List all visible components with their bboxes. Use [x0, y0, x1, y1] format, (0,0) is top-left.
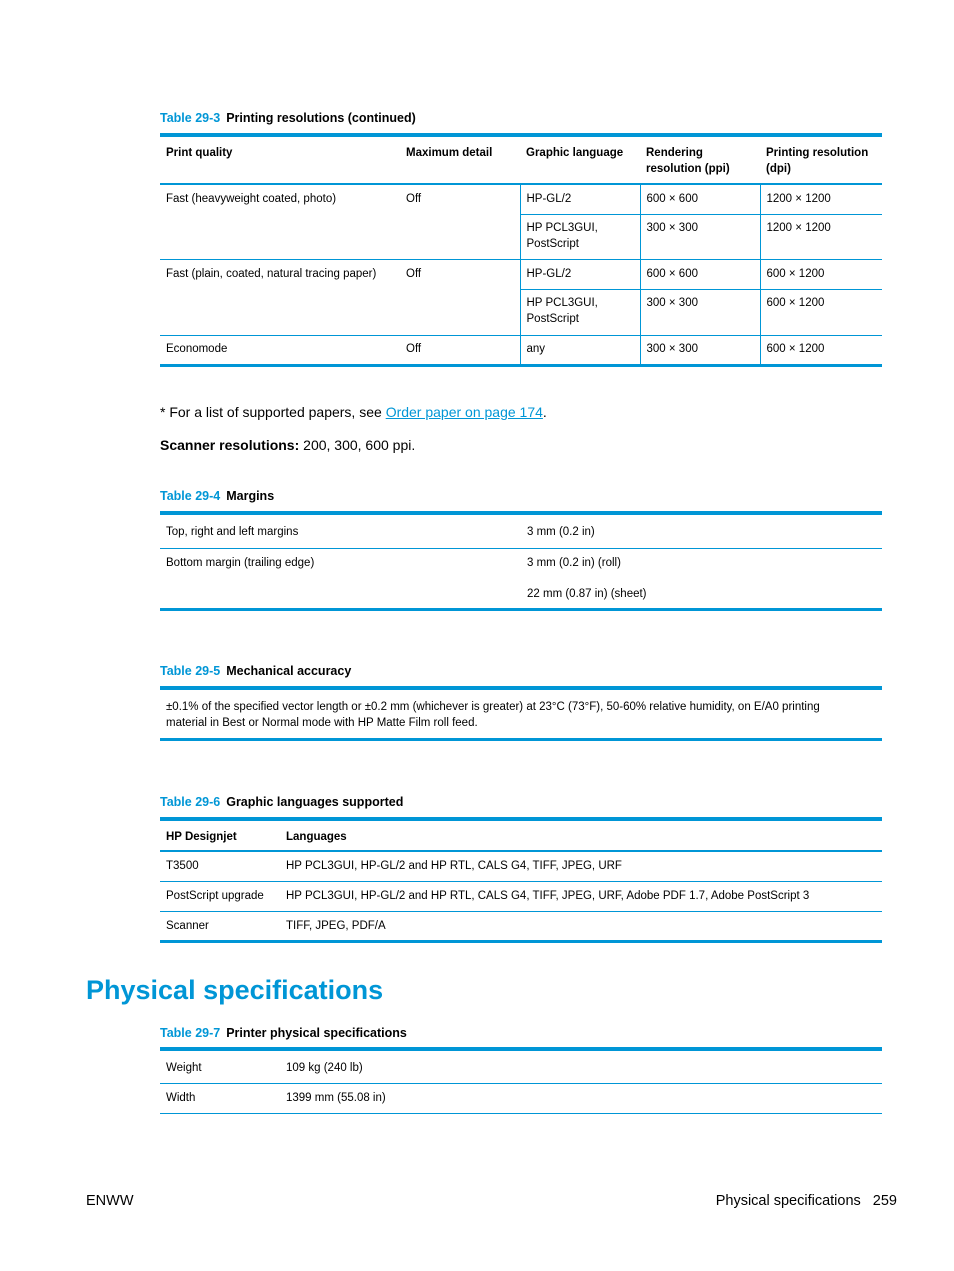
accuracy-text: ±0.1% of the specified vector length or ±0.2 mm (whichever is greater) at 23°C (73°F), 50-60% relative humidity, on E/A0 printing material in Best or Normal mode with HP Matte Film roll feed.: [166, 701, 820, 729]
print-quality-cell: Economode: [166, 342, 228, 355]
note-text: * For a list of supported papers, see: [160, 404, 386, 420]
section-heading: Physical specifications: [86, 975, 384, 1005]
supported-papers-note: [160, 404, 547, 420]
mechanical-accuracy-table: [160, 686, 882, 741]
col-header: Print quality: [166, 147, 233, 159]
languages-cell: HP PCL3GUI, HP-GL/2 and HP RTL, CALS G4, TIFF, JPEG, URF: [280, 851, 882, 881]
print-quality-cell: Fast (plain, coated, natural tracing paper): [160, 259, 400, 335]
footer-right: [716, 1193, 897, 1209]
table-caption-29-5: [160, 664, 351, 678]
table-row: [160, 911, 882, 941]
table-number: Table 29-3: [160, 111, 221, 125]
scanner-value: 200, 300, 600 ppi.: [299, 437, 416, 453]
max-detail-cell: Off: [400, 259, 520, 335]
physical-specs-table: [160, 1047, 882, 1114]
footer-section: Physical specifications: [715, 1193, 861, 1209]
rendering-resolution-cell: 300 × 300: [640, 214, 760, 259]
table-row: [160, 513, 882, 548]
graphic-language-cell: any: [520, 335, 640, 365]
rendering-resolution-cell: 600 × 600: [640, 184, 760, 214]
printing-resolution-cell: 1200 × 1200: [760, 184, 882, 214]
margin-name-cell: Top, right and left margins: [160, 513, 521, 548]
table-header-row: [160, 819, 882, 851]
table-number: Table 29-5: [160, 664, 221, 678]
margins-table: [160, 511, 882, 611]
table-row: [160, 851, 882, 881]
table-title: Graphic languages supported: [226, 795, 404, 809]
graphic-language-cell: HP PCL3GUI, PostScript: [520, 289, 640, 335]
margin-value-cell: 3 mm (0.2 in): [521, 513, 882, 548]
col-header: Languages: [286, 831, 347, 843]
col-header: Graphic language: [526, 147, 624, 159]
table-caption-29-4: [160, 489, 274, 503]
table-row: [160, 688, 882, 739]
printing-resolution-cell: 600 × 1200: [760, 335, 882, 365]
col-header: Printing resolution (dpi): [766, 147, 869, 175]
languages-cell: TIFF, JPEG, PDF/A: [286, 919, 386, 932]
printing-resolution-cell: 600 × 1200: [760, 259, 882, 289]
footer-left: ENWW: [86, 1193, 134, 1209]
graphic-language-cell: HP-GL/2: [520, 259, 640, 289]
print-quality-cell: Fast (heavyweight coated, photo): [160, 184, 400, 259]
table-row: [160, 184, 882, 214]
table-title: Printer physical specifications: [226, 1026, 407, 1040]
graphic-language-cell: HP-GL/2: [520, 184, 640, 214]
designjet-cell: PostScript upgrade: [160, 881, 280, 911]
table-number: Table 29-4: [160, 489, 221, 503]
scanner-resolutions: [160, 437, 415, 453]
note-suffix: .: [542, 404, 547, 420]
spec-name-cell: Weight: [160, 1049, 280, 1083]
table-row: [160, 1049, 882, 1083]
table-row: [160, 1083, 882, 1113]
max-detail-cell: Off: [406, 342, 422, 355]
rendering-resolution-cell: 300 × 300: [640, 289, 760, 335]
rendering-resolution-cell: 300 × 300: [640, 335, 760, 365]
margin-name-cell: Bottom margin (trailing edge): [166, 556, 315, 569]
printing-resolution-cell: 600 × 1200: [760, 289, 882, 335]
page-number: 259: [872, 1193, 897, 1209]
margin-value-cell: [521, 548, 882, 609]
table-title: Mechanical accuracy: [226, 664, 352, 678]
col-header: Maximum detail: [406, 147, 493, 159]
table-row: [160, 881, 882, 911]
graphic-language-cell: HP PCL3GUI, PostScript: [520, 214, 640, 259]
table-title: Printing resolutions (continued): [226, 111, 416, 125]
table-row: [160, 259, 882, 289]
printing-resolution-cell: 1200 × 1200: [760, 214, 882, 259]
table-row: [160, 548, 882, 609]
scanner-label: Scanner resolutions:: [160, 437, 300, 453]
col-header: HP Designjet: [166, 831, 237, 843]
rendering-resolution-cell: 600 × 600: [640, 259, 760, 289]
table-number: Table 29-6: [160, 795, 221, 809]
languages-cell: HP PCL3GUI, HP-GL/2 and HP RTL, CALS G4, TIFF, JPEG, URF, Adobe PDF 1.7, Adobe PostScript 3: [280, 881, 882, 911]
table-caption-29-3: [160, 111, 416, 125]
order-paper-link[interactable]: Order paper on page 174: [385, 404, 543, 420]
spec-value-cell: 1399 mm (55.08 in): [280, 1083, 882, 1113]
table-caption-29-7: [160, 1026, 407, 1040]
table-number: Table 29-7: [160, 1026, 221, 1040]
margin-value-roll: 3 mm (0.2 in) (roll): [527, 556, 621, 569]
printing-resolutions-table: [160, 133, 882, 367]
table-title: Margins: [226, 489, 275, 503]
table-header-row: [160, 135, 882, 184]
spec-value-cell: 109 kg (240 lb): [280, 1049, 882, 1083]
col-header: Rendering resolution (ppi): [646, 147, 730, 175]
designjet-cell: T3500: [160, 851, 280, 881]
spec-name-cell: Width: [160, 1083, 280, 1113]
table-row: [160, 335, 882, 365]
table-caption-29-6: [160, 795, 403, 809]
margin-value-sheet: 22 mm (0.87 in) (sheet): [527, 587, 647, 600]
max-detail-cell: Off: [400, 184, 520, 259]
graphic-languages-table: [160, 817, 882, 943]
designjet-cell: Scanner: [166, 919, 209, 932]
